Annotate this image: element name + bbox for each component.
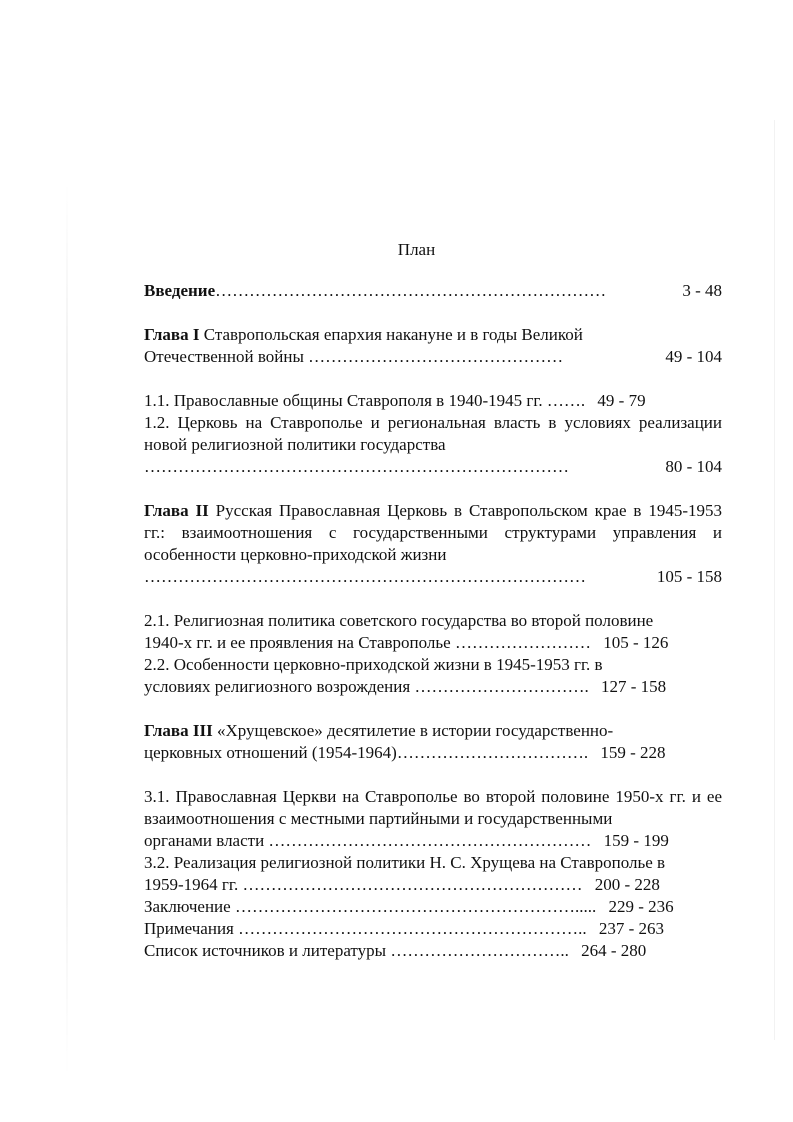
- toc-entry-conclusion[interactable]: [144, 896, 722, 918]
- toc-entry-1-2-line2[interactable]: [144, 456, 722, 478]
- section-2-2-title: 2.2. Особенности церковно-приходской жизни в 1945-1953 гг. в: [144, 655, 603, 674]
- chapter-1-pages: 49 - 104: [665, 347, 722, 366]
- section-2-1-dots: ……………………: [454, 633, 591, 652]
- section-2-1-title-cont: 1940-х гг. и ее проявления на Ставрополье: [144, 633, 451, 652]
- section-1-1-dots: …….: [546, 391, 586, 410]
- sources-title: Список источников и литературы: [144, 941, 387, 960]
- section-1-2-dots: …………………………………………………………………: [144, 457, 569, 476]
- chapter-2-prefix: Глава II: [144, 501, 209, 520]
- section-2-1-title: 2.1. Религиозная политика советского государства во второй половине: [144, 611, 654, 630]
- chapter-2-title: Русская Православная Церковь в Ставропольском крае в 1945-1953 гг.: взаимоотношения с государственными структурами управления и особенности церковно-приходской жизни: [144, 501, 722, 564]
- toc-entry-3-2-line2[interactable]: [144, 874, 722, 896]
- section-3-1-dots: …………………………………………………: [268, 831, 592, 850]
- toc-entry-2-2-line2[interactable]: [144, 676, 722, 698]
- toc-entry-chapter-2[interactable]: [144, 500, 722, 566]
- section-2-2-dots: ………………………….: [414, 677, 589, 696]
- chapter-1-dots: ………………………………………: [308, 347, 564, 366]
- toc-entry-3-1-line2[interactable]: [144, 830, 722, 852]
- toc-entry-chapter-1[interactable]: [144, 324, 722, 346]
- section-3-1-pages: 159 - 199: [603, 831, 669, 850]
- toc-entry-notes[interactable]: [144, 918, 722, 940]
- sources-dots: …………………………..: [390, 941, 569, 960]
- section-3-2-title: 3.2. Реализация религиозной политики Н. С. Хрущева на Ставрополье в: [144, 853, 666, 872]
- conclusion-dots: …………………………………………………….....: [234, 897, 597, 916]
- section-2-1-pages: 105 - 126: [603, 633, 669, 652]
- section-1-1-pages: 49 - 79: [597, 391, 646, 410]
- notes-pages: 237 - 263: [598, 919, 665, 938]
- section-2-2-pages: 127 - 158: [600, 677, 667, 696]
- chapter-3-title-cont: церковных отношений (1954-1964): [144, 743, 397, 762]
- toc-entry-sources[interactable]: [144, 940, 722, 962]
- scan-shadow: [66, 180, 68, 1080]
- chapter-3-title: «Хрущевское» десятилетие в истории государственно-: [216, 721, 614, 740]
- toc-entry-chapter-1-line2[interactable]: [144, 346, 722, 368]
- toc-entry-2-1-line2[interactable]: [144, 632, 722, 654]
- chapter-1-title: Ставропольская епархия накануне и в годы Великой: [203, 325, 583, 344]
- section-3-1-title-cont: органами власти: [144, 831, 265, 850]
- section-3-2-pages: 200 - 228: [594, 875, 660, 894]
- toc-entry-1-2[interactable]: [144, 412, 722, 456]
- chapter-3-dots: …………………………….: [396, 743, 589, 762]
- toc-entry-3-2[interactable]: [144, 852, 722, 874]
- section-1-2-pages: 80 - 104: [665, 457, 722, 476]
- section-1-2-title: 1.2. Церковь на Ставрополье и региональная власть в условиях реализации новой религиозной политики государства: [144, 413, 722, 454]
- chapter-3-prefix: Глава III: [144, 721, 213, 740]
- section-2-2-title-cont: условиях религиозного возрождения: [144, 677, 411, 696]
- intro-label: Введение: [144, 281, 216, 300]
- conclusion-title: Заключение: [144, 897, 231, 916]
- toc-entry-chapter-3-line2[interactable]: [144, 742, 722, 764]
- chapter-1-prefix: Глава I: [144, 325, 200, 344]
- intro-dots: ……………………………………………………………: [215, 281, 607, 300]
- toc-entry-2-1[interactable]: [144, 610, 722, 632]
- toc-entry-chapter-2-line2[interactable]: [144, 566, 722, 588]
- section-3-2-title-cont: 1959-1964 гг.: [144, 875, 239, 894]
- section-3-1-title: 3.1. Православная Церкви на Ставрополье во второй половине 1950-х гг. и ее взаимоотношения с местными партийными и государственными: [144, 787, 722, 828]
- notes-dots: ……………………………………………………..: [238, 919, 587, 938]
- section-3-2-dots: ……………………………………………………: [242, 875, 583, 894]
- toc-entry-intro[interactable]: [144, 280, 722, 302]
- toc-entry-3-1[interactable]: [144, 786, 722, 830]
- intro-pages: 3 - 48: [682, 281, 722, 300]
- table-of-contents: [144, 280, 722, 962]
- sources-pages: 264 - 280: [581, 941, 647, 960]
- notes-title: Примечания: [144, 919, 234, 938]
- toc-entry-1-1[interactable]: [144, 390, 722, 412]
- chapter-1-title-cont: Отечественной войны: [144, 347, 304, 366]
- chapter-3-pages: 159 - 228: [600, 743, 666, 762]
- chapter-2-dots: ……………………………………………………………………: [144, 567, 586, 586]
- conclusion-pages: 229 - 236: [608, 897, 674, 916]
- section-1-1-title: 1.1. Православные общины Ставрополя в 1940-1945 гг.: [144, 391, 543, 410]
- chapter-2-pages: 105 - 158: [656, 567, 722, 586]
- toc-entry-chapter-3[interactable]: [144, 720, 722, 742]
- toc-entry-2-2[interactable]: [144, 654, 722, 676]
- page-title: План: [397, 240, 436, 259]
